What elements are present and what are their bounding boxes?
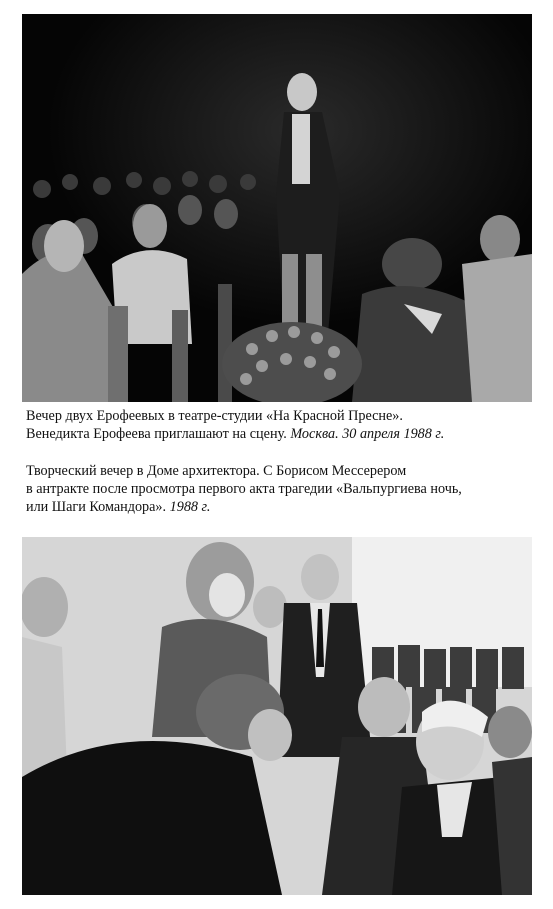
caption-architect-line-3 [26,498,536,516]
caption-theatre-text: Венедикта Ерофеева приглашают на сцену. [26,426,287,442]
photo-architect-house [22,537,532,895]
caption-theatre-evening [26,407,536,443]
caption-theatre-line-2 [26,425,536,443]
caption-architect-line-2: в антракте после просмотра первого акта трагедии «Вальпургиева ночь, [26,481,462,497]
photo-architect-house-image [22,537,532,895]
caption-architect-line-1: Творческий вечер в Доме архитектора. С Борисом Мессерером [26,463,407,479]
photo-theatre-evening [22,14,532,402]
caption-architect-text: или Шаги Командора». [26,499,167,515]
caption-architect-date: 1988 г. [169,499,211,515]
caption-architect-house [26,462,536,516]
caption-theatre-line-1: Вечер двух Ерофеевых в театре-студии «На Красной Пресне». [26,408,403,424]
caption-theatre-place-date: Москва. 30 апреля 1988 г. [290,426,445,442]
photo-theatre-evening-image [22,14,532,402]
